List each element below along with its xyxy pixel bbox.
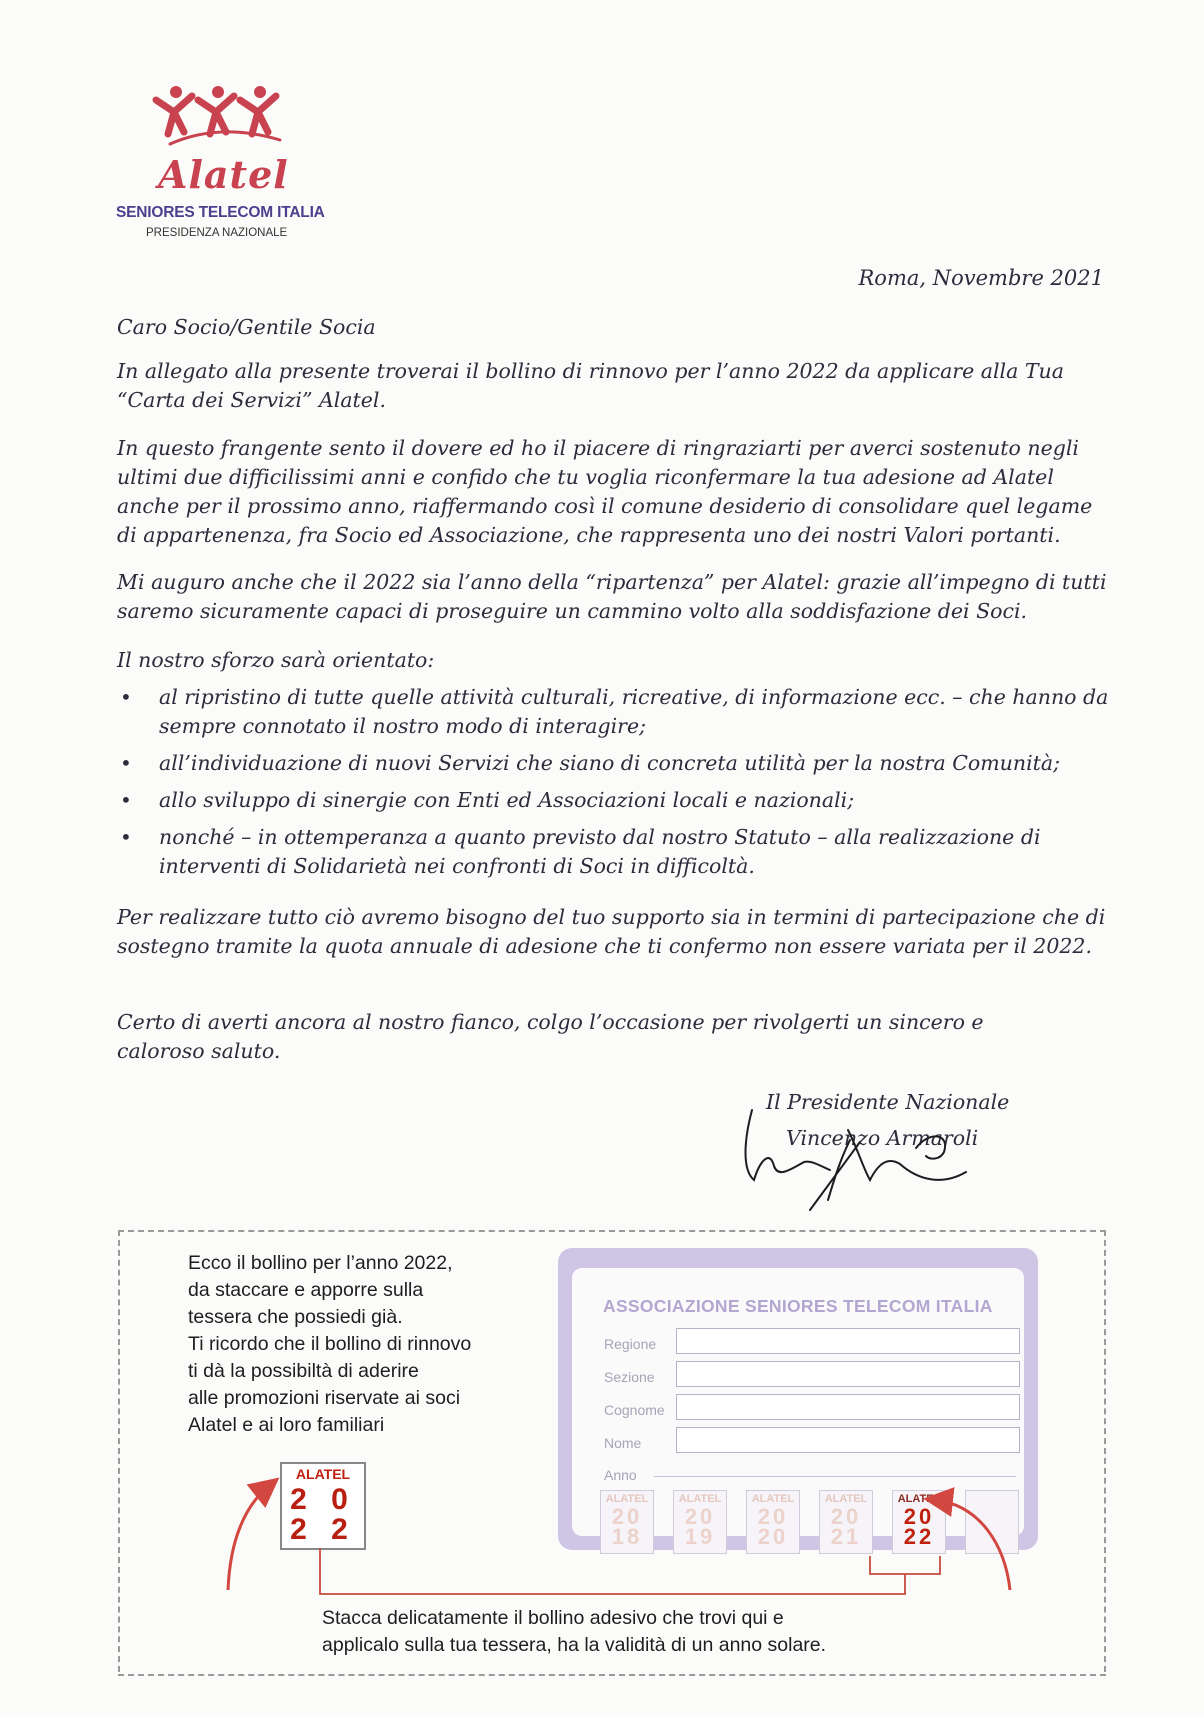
instruction-line: Ecco il bollino per l’anno 2022, [188, 1252, 453, 1274]
letter-date: Roma, Novembre 2021 [858, 266, 1104, 290]
arrow-to-card-icon [935, 1500, 1010, 1590]
field-label-sezione: Sezione [604, 1369, 655, 1385]
paragraph-6: Certo di averti ancora al nostro fianco, colgo l’occasione per rivolgerti un sincero e caloroso saluto. [117, 1010, 984, 1063]
year-stamp-slot: ALATEL 20 18 [600, 1490, 654, 1554]
year-stamp-slot: ALATEL 20 21 [819, 1490, 873, 1554]
card-title: ASSOCIAZIONE SENIORES TELECOM ITALIA [603, 1296, 993, 1316]
field-label-cognome: Cognome [604, 1402, 665, 1418]
year-stamp-slot-2022: ALATEL 20 22 [892, 1490, 946, 1554]
signature-name: Vincenzo Armaroli [786, 1126, 979, 1150]
apply-instructions [322, 1605, 1042, 1659]
paragraph-1: In allegato alla presente troverai il bollino di rinnovo per l’anno 2022 da applicare alla Tua “Carta dei Servizi” Alatel. [117, 359, 1064, 412]
instruction-line: Ti ricordo che il bollino di rinnovo [188, 1333, 472, 1355]
year-stamp-slot: ALATEL 20 19 [673, 1490, 727, 1554]
sticker-label: ALATEL [295, 1466, 351, 1482]
logo-wordmark: Alatel [158, 152, 289, 197]
instruction-line: alle promozioni riservate ai soci [188, 1387, 461, 1409]
list-item: • allo sviluppo di sinergie con Enti ed Associazioni locali e nazionali; [117, 786, 1117, 815]
field-label-nome: Nome [604, 1435, 642, 1451]
instruction-line: Alatel e ai loro familiari [188, 1414, 385, 1436]
sticker-year-bottom: 2 2 [290, 1513, 356, 1546]
instruction-line: tessera che possiedi già. [188, 1306, 403, 1328]
instruction-line: ti dà la possibiltà di aderire [188, 1360, 419, 1382]
logo-subtitle: SENIORES TELECOM ITALIA [116, 204, 325, 221]
list-item: • al ripristino di tutte quelle attività culturali, ricreative, di informazione ecc. – che hanno da sempre connotato il nostro modo di interagire; [117, 683, 1117, 741]
field-label-regione: Regione [604, 1336, 657, 1352]
list-item: • all’individuazione di nuovi Servizi che siano di concreta utilità per la nostra Comunità; [117, 749, 1117, 778]
arrow-to-sticker-icon [228, 1485, 270, 1590]
instruction-line: Stacca delicatamente il bollino adesivo che trovi qui e [322, 1607, 784, 1629]
paragraph-2: In questo frangente sento il dovere ed ho il piacere di ringraziarti per averci sostenuto negli ultimi due difficilissimi anni e confido che tu voglia riconfermare la tua adesione ad Alatel anche per il prossimo anno, riaffermando così il comune desiderio di consolidare quel legame di appartenenza, fra Socio ed Associazione, che rappresenta uno dei nostri Valori portanti. [117, 436, 1093, 547]
year-stamp-slot: ALATEL 20 20 [746, 1490, 800, 1554]
paragraph-5: Per realizzare tutto ciò avremo bisogno del tuo supporto sia in termini di partecipazione che di sostegno tramite la quota annuale di adesione che ti confermo non essere variata per il 2022. [117, 905, 1106, 958]
paragraph-4: Il nostro sforzo sarà orientato: [117, 648, 435, 672]
logo-department: PRESIDENZA NAZIONALE [146, 227, 288, 239]
signature-title: Il Presidente Nazionale [766, 1090, 1010, 1114]
instruction-line: da staccare e apporre sulla [188, 1279, 424, 1301]
sticker-year-top: 2 0 [290, 1483, 356, 1516]
paragraph-3: Mi auguro anche che il 2022 sia l’anno della “ripartenza” per Alatel: grazie all’impegno di tutti saremo sicuramente capaci di proseguire un cammino volto alla soddisfazione dei Soci. [117, 570, 1107, 623]
salutation: Caro Socio/Gentile Socia [117, 315, 376, 339]
instruction-line: applicalo sulla tua tessera, ha la validità di un anno solare. [322, 1634, 827, 1656]
anno-label: Anno [604, 1467, 637, 1483]
list-item: • nonché – in ottemperanza a quanto previsto dal nostro Statuto – alla realizzazione di interventi di Solidarietà nei confronti di Soci in difficoltà. [117, 823, 1117, 881]
